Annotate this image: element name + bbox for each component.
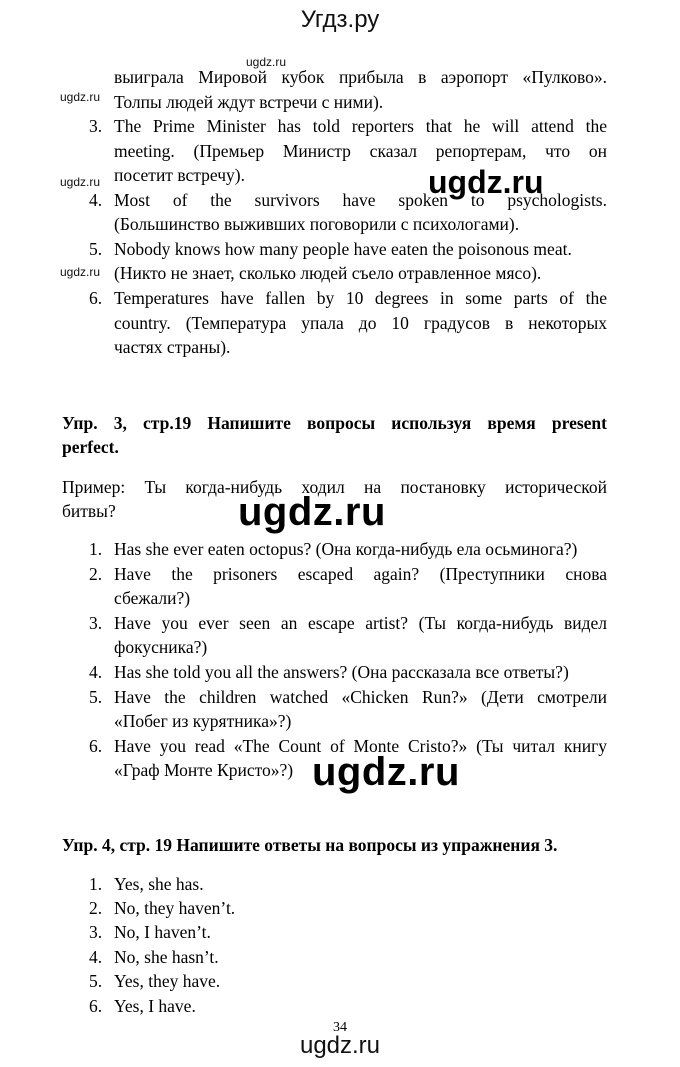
watermark-small: ugdz.ru [60, 90, 101, 104]
list-item-line: Has she told you all the answers? (Она рассказала все ответы?) [114, 662, 569, 682]
watermark-large: ugdz.ru [428, 164, 544, 200]
list-item-line: Have the prisoners escaped again? (Преступники снова [114, 564, 607, 584]
list-item-line: (Большинство выживших поговорили с психологами). [114, 214, 520, 234]
watermark-large: ugdz.ru [312, 750, 460, 794]
list-item-number: 4. [89, 662, 103, 682]
list-item-line: No, they haven’t. [114, 898, 236, 918]
list-item-line: Temperatures have fallen by 10 degrees in some parts of the [114, 288, 607, 308]
list-item-line: Have the children watched «Chicken Run?» (Дети смотрели [114, 687, 607, 707]
list-item-line: Толпы людей ждут встречи с ними). [114, 92, 384, 112]
example-line: Пример: Ты когда-нибудь ходил на постановку исторической [62, 477, 607, 497]
list-item-line: Most of the survivors have spoken to psychologists. [114, 190, 607, 210]
list-item-line: «Побег из курятника»?) [114, 711, 292, 731]
list-item-number: 1. [89, 874, 103, 894]
list-item-number: 6. [89, 736, 103, 756]
list-item-line: Yes, she has. [114, 874, 204, 894]
list-item-number: 5. [89, 687, 103, 707]
list-item-line: фокусника?) [114, 637, 208, 657]
exercise-heading: Упр. 4, стр. 19 Напишите ответы на вопросы из упражнения 3. [62, 835, 558, 855]
exercise-heading: Упр. 3, стр.19 Напишите вопросы используя время present [62, 413, 607, 433]
list-item-number: 3. [89, 922, 103, 942]
list-item-number: 2. [89, 564, 103, 584]
footer-watermark: ugdz.ru [299, 1032, 381, 1059]
list-item-line: частях страны). [114, 337, 231, 357]
list-item-number: 4. [89, 947, 103, 967]
list-item-line: сбежали?) [114, 588, 191, 608]
list-item-line: Nobody knows how many people have eaten the poisonous meat. [114, 239, 572, 259]
watermark-small: ugdz.ru [60, 265, 101, 279]
watermark-small: ugdz.ru [60, 175, 101, 189]
example-line: битвы? [62, 501, 116, 521]
list-item-line: The Prime Minister has told reporters that he will attend the [114, 116, 607, 136]
list-item-line: Yes, they have. [114, 971, 221, 991]
watermark-small: ugdz.ru [246, 55, 287, 69]
list-item-number: 2. [89, 898, 103, 918]
list-item-number: 5. [89, 239, 103, 259]
list-item-line: (Никто не знает, сколько людей съело отравленное мясо). [114, 263, 542, 283]
list-item-line: Yes, I have. [114, 996, 196, 1016]
list-item-line: Have you read «The Count of Monte Cristo?» (Ты читал книгу [114, 736, 607, 756]
exercise-heading: perfect. [62, 437, 119, 457]
list-item-number: 3. [89, 613, 103, 633]
list-item-line: выиграла Мировой кубок прибыла в аэропорт «Пулково». [114, 67, 607, 87]
page-number: 34 [333, 1020, 347, 1035]
list-item-line: country. (Температура упала до 10 градусов в некоторых [114, 313, 607, 333]
list-item-number: 4. [89, 190, 103, 210]
list-item-line: посетит встречу). [114, 165, 245, 185]
list-item-number: 6. [89, 996, 103, 1016]
list-item-line: meeting. (Премьер Министр сказал репортерам, что он [114, 141, 607, 161]
watermark-large: ugdz.ru [238, 490, 386, 534]
list-item-line: No, she hasn’t. [114, 947, 219, 967]
list-item-number: 6. [89, 288, 103, 308]
site-header: Угдз.ру [300, 6, 380, 33]
list-item-line: Have you ever seen an escape artist? (Ты когда-нибудь видел [114, 613, 607, 633]
list-item-line: «Граф Монте Кристо»?) [114, 760, 294, 780]
list-item-line: No, I haven’t. [114, 922, 211, 942]
list-item-number: 1. [89, 539, 103, 559]
list-item-number: 3. [89, 116, 103, 136]
list-item-line: Has she ever eaten octopus? (Она когда-нибудь ела осьминога?) [114, 539, 578, 559]
list-item-number: 5. [89, 971, 103, 991]
